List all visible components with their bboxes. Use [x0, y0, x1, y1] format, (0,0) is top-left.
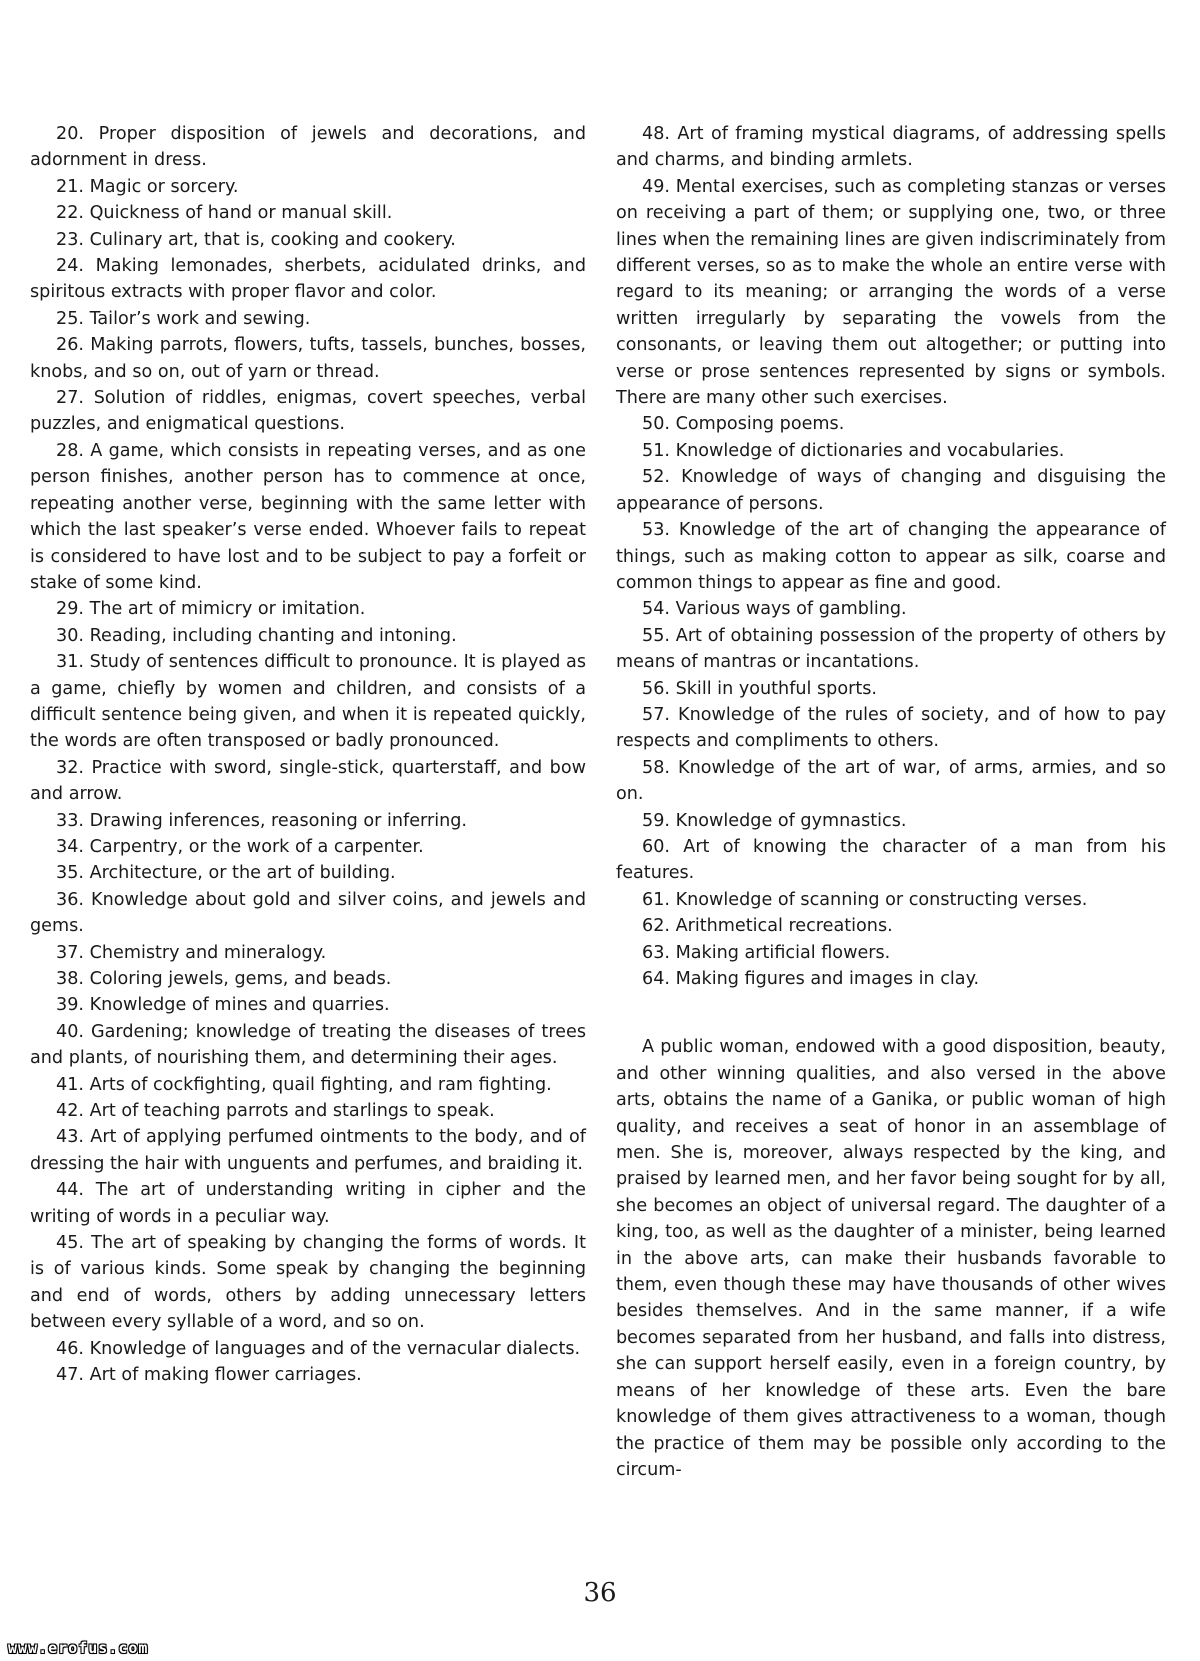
page-number: 36 [583, 1578, 617, 1608]
list-item: 22. Quickness of hand or manual skill. [56, 203, 393, 224]
list-item: 45. The art of speaking by changing the forms of words. It is of various kinds. Some speak by changing the beginning and end of words, others by adding unnecessary letters between every syllable of a word, and so on. [30, 1233, 586, 1333]
left-column [30, 121, 586, 1389]
list-item: 23. Culinary art, that is, cooking and cookery. [56, 229, 456, 250]
list-item: 63. Making artificial flowers. [642, 942, 891, 963]
list-item: 21. Magic or sorcery. [56, 176, 239, 197]
list-item: 40. Gardening; knowledge of treating the diseases of trees and plants, of nourishing them, and determining their ages. [30, 1021, 586, 1069]
list-item: 29. The art of mimicry or imitation. [56, 599, 366, 620]
list-item: 42. Art of teaching parrots and starlings to speak. [56, 1101, 495, 1122]
list-item: 38. Coloring jewels, gems, and beads. [56, 969, 392, 989]
list-item: 35. Architecture, or the art of building. [56, 863, 396, 884]
list-item: 32. Practice with sword, single-stick, quarterstaff, and bow and arrow. [30, 757, 586, 805]
list-item: 31. Study of sentences difficult to pronounce. It is played as a game, chiefly by women and children, and consists of a difficult sentence being given, and when it is repeated quickly, the words are often transposed or badly pronounced. [30, 652, 586, 752]
list-item: 26. Making parrots, flowers, tufts, tassels, bunches, bosses, knobs, and so on, out of yarn or thread. [30, 335, 586, 382]
list-item: 55. Art of obtaining possession of the property of others by means of mantras or incantations. [616, 625, 1166, 673]
list-item: 57. Knowledge of the rules of society, and of how to pay respects and compliments to others. [616, 704, 1166, 752]
list-item: 37. Chemistry and mineralogy. [56, 942, 327, 963]
closing-paragraph: A public woman, endowed with a good disposition, beauty, and other winning qualities, and also versed in the above arts, obtains the name of a Ganika, or public woman of high quality, and receives a seat of honor in an assemblage of men. She is, moreover, always respected by the king, and praised by learned men, and her favor being sought for by all, she becomes an object of universal regard. The daughter of a king, too, as well as the daughter of a minister, being learned in the above arts, can make their husbands favorable to them, even though these may have thousands of other wives besides themselves. And in the same manner, if a wife becomes separated from her husband, and falls into distress, she can support herself easily, even in a foreign country, by means of her knowledge of these arts. Even the bare knowledge of them gives attractiveness to a woman, though the practice of them may be possible only according to the circum- [616, 1037, 1166, 1480]
list-item: 39. Knowledge of mines and quarries. [56, 995, 390, 1016]
list-item: 51. Knowledge of dictionaries and vocabularies. [642, 440, 1065, 461]
list-item: 49. Mental exercises, such as completing stanzas or verses on receiving a part of them; or supplying one, two, or three lines when the remaining lines are given indiscriminately from different verses, so as to make the whole an entire verse with regard to its meaning; or arranging the words of a verse written irregularly by separating the vowels from the consonants, or leaving them out altogether; or putting into verse or prose sentences represented by signs or symbols. There are many other such exercises. [616, 176, 1166, 409]
list-item: 58. Knowledge of the art of war, of arms, armies, and so on. [616, 757, 1166, 805]
list-item: 48. Art of framing mystical diagrams, of addressing spells and charms, and binding armlets. [616, 124, 1166, 171]
right-column [616, 121, 1166, 1483]
list-item: 56. Skill in youthful sports. [642, 678, 878, 699]
list-item: 46. Knowledge of languages and of the vernacular dialects. [56, 1338, 581, 1359]
list-item: 61. Knowledge of scanning or constructing verses. [642, 889, 1088, 910]
list-item: 44. The art of understanding writing in cipher and the writing of words in a peculiar way. [30, 1180, 586, 1227]
watermark: www.erofus.com [8, 1639, 149, 1657]
list-item: 52. Knowledge of ways of changing and disguising the appearance of persons. [616, 467, 1166, 514]
list-item: 34. Carpentry, or the work of a carpenter. [56, 836, 424, 857]
list-item: 20. Proper disposition of jewels and decorations, and adornment in dress. [30, 124, 586, 171]
list-item: 60. Art of knowing the character of a man from his features. [616, 836, 1166, 884]
list-item: 24. Making lemonades, sherbets, acidulated drinks, and spiritous extracts with proper flavor and color. [30, 256, 586, 303]
list-item: 41. Arts of cockfighting, quail fighting, and ram fighting. [56, 1074, 552, 1095]
list-item: 53. Knowledge of the art of changing the appearance of things, such as making cotton to appear as silk, coarse and common things to appear as fine and good. [616, 520, 1166, 593]
list-item: 43. Art of applying perfumed ointments to the body, and of dressing the hair with unguents and perfumes, and braiding it. [30, 1127, 586, 1174]
list-item: 33. Drawing inferences, reasoning or inferring. [56, 810, 467, 831]
list-item: 59. Knowledge of gymnastics. [642, 810, 907, 831]
list-item: 62. Arithmetical recreations. [642, 916, 893, 937]
list-item: 25. Tailor’s work and sewing. [56, 308, 311, 329]
list-item: 47. Art of making flower carriages. [56, 1365, 362, 1386]
list-item: 30. Reading, including chanting and intoning. [56, 625, 457, 646]
list-item: 54. Various ways of gambling. [642, 599, 907, 620]
list-item: 64. Making figures and images in clay. [642, 969, 980, 989]
list-item: 28. A game, which consists in repeating verses, and as one person finishes, another person has to commence at once, repeating another verse, beginning with the same letter with which the last speaker’s verse ended. Whoever fails to repeat is considered to have lost and to be subject to pay a forfeit or stake of some kind. [30, 440, 586, 593]
list-item: 36. Knowledge about gold and silver coins, and jewels and gems. [30, 889, 586, 937]
list-item: 50. Composing poems. [642, 414, 845, 435]
list-item: 27. Solution of riddles, enigmas, covert speeches, verbal puzzles, and enigmatical questions. [30, 388, 586, 435]
